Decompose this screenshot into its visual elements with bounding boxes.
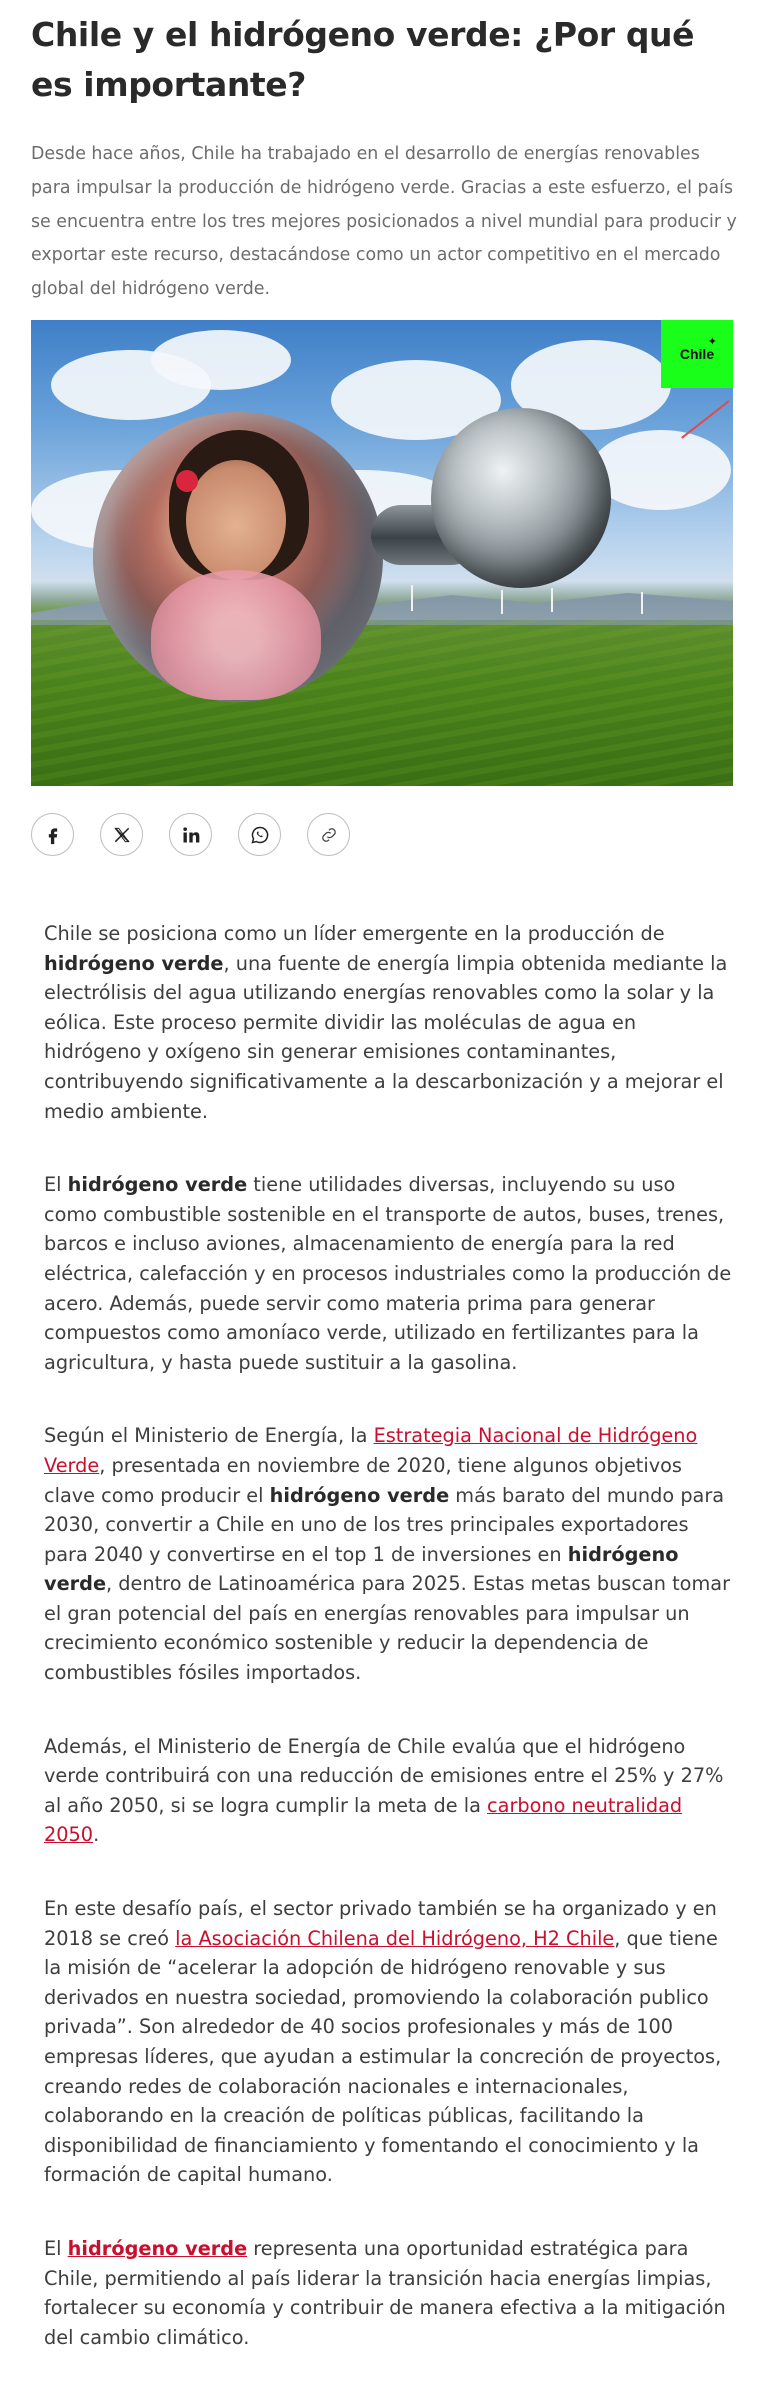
- paragraph-3: Según el Ministerio de Energía, la Estrategia Nacional de Hidrógeno Verde, presentada en noviembre de 2020, tiene algunos objetivos clave como producir el hidrógeno verde más barato del mundo para 2030, convertir a Chile en uno de los tres principales exportadores para 2040 y convertirse en el top 1 de inversiones en hidrógeno verde, dentro de Latinoamérica para 2025. Estas metas buscan tomar el gran potencial del país en energías renovables para impulsar un crecimiento económico sostenible y reducir la dependencia de combustibles fósiles importados.: [44, 1424, 731, 1685]
- hero-image: [31, 320, 733, 786]
- bold-term: hidrógeno verde: [44, 1542, 679, 1596]
- article-lead: Desde hace años, Chile ha trabajado en el desarrollo de energías renovables para impulsar la producción de hidrógeno verde. Gracias a este esfuerzo, el país se encuentra entre los tres mejores posicionados a nivel mundial para producir y exportar este recurso, destacándose como un actor competitivo en el mercado global del hidrógeno verde.: [31, 144, 737, 300]
- x-icon: [112, 825, 132, 845]
- linkedin-icon: [181, 825, 201, 845]
- paragraph-4: Además, el Ministerio de Energía de Chile evalúa que el hidrógeno verde contribuirá con una reducción de emisiones entre el 25% y 27% al año 2050, si se logra cumplir la meta de la carbono neutralidad 2050.: [44, 1734, 724, 1847]
- bold-term: hidrógeno verde: [44, 951, 224, 975]
- share-x-button[interactable]: [100, 813, 143, 856]
- paragraph-6: El hidrógeno verde representa una oportunidad estratégica para Chile, permitiendo al país liderar la transición hacia energías limpias, fortalecer su economía y contribuir de manera efectiva a la mitigación del cambio climático.: [44, 2236, 726, 2349]
- chile-logo: [661, 320, 733, 388]
- whatsapp-icon: [250, 825, 270, 845]
- facebook-icon: [43, 825, 63, 845]
- paragraph-5: En este desafío país, el sector privado también se ha organizado y en 2018 se creó la Asociación Chilena del Hidrógeno, H2 Chile, que tiene la misión de “acelerar la adopción de hidrógeno renovable y sus derivados en nuestra sociedad, promoviendo la colaboración publico privada”. Son alrededor de 40 socios profesionales y más de 100 empresas líderes, que ayudan a estimular la concreción de proyectos, creando redes de colaboración nacionales e internacionales, colaborando en la creación de políticas públicas, facilitando la disponibilidad de financiamiento y fomentando el conocimiento y la formación de capital humano.: [44, 1897, 722, 2187]
- article-title: Chile y el hidrógeno verde: ¿Por qué es importante?: [31, 15, 695, 104]
- article-body: [44, 919, 734, 2396]
- bold-term: hidrógeno verde: [67, 1173, 248, 1197]
- share-whatsapp-button[interactable]: [238, 813, 281, 856]
- link-icon: [319, 825, 339, 845]
- share-bar: [31, 813, 350, 856]
- paragraph-1: Chile se posiciona como un líder emergente en la producción de hidrógeno verde, una fuente de energía limpia obtenida mediante la electrólisis del agua utilizando energías renovables como la solar y la eólica. Este proceso permite dividir las moléculas de agua en hidrógeno y oxígeno sin generar emisiones contaminantes, contribuyendo significativamente a la descarbonización y a mejorar el medio ambiente.: [44, 922, 728, 1123]
- link-h2-chile[interactable]: la Asociación Chilena del Hidrógeno, H2 Chile: [175, 1926, 615, 1950]
- star-icon: ✦: [707, 335, 717, 348]
- link-carbono-neutralidad[interactable]: carbono neutralidad 2050: [44, 1793, 683, 1847]
- link-estrategia-nacional[interactable]: Estrategia Nacional de Hidrógeno Verde: [44, 1424, 698, 1477]
- paragraph-2: El hidrógeno verde tiene utilidades diversas, incluyendo su uso como combustible sostenible en el transporte de autos, buses, trenes, barcos e incluso aviones, almacenamiento de energía para la red eléctrica, calefacción y en procesos industriales como la producción de acero. Además, puede servir como materia prima para generar compuestos como amoníaco verde, utilizado en fertilizantes para la agricultura, y hasta puede sustituir a la gasolina.: [44, 1173, 732, 1374]
- share-linkedin-button[interactable]: [169, 813, 212, 856]
- bold-term: hidrógeno verde: [269, 1483, 450, 1507]
- chile-logo-text: Chile: [679, 346, 715, 362]
- share-copy-link-button[interactable]: [307, 813, 350, 856]
- link-hidrogeno-verde[interactable]: hidrógeno verde: [67, 2236, 248, 2260]
- share-facebook-button[interactable]: [31, 813, 74, 856]
